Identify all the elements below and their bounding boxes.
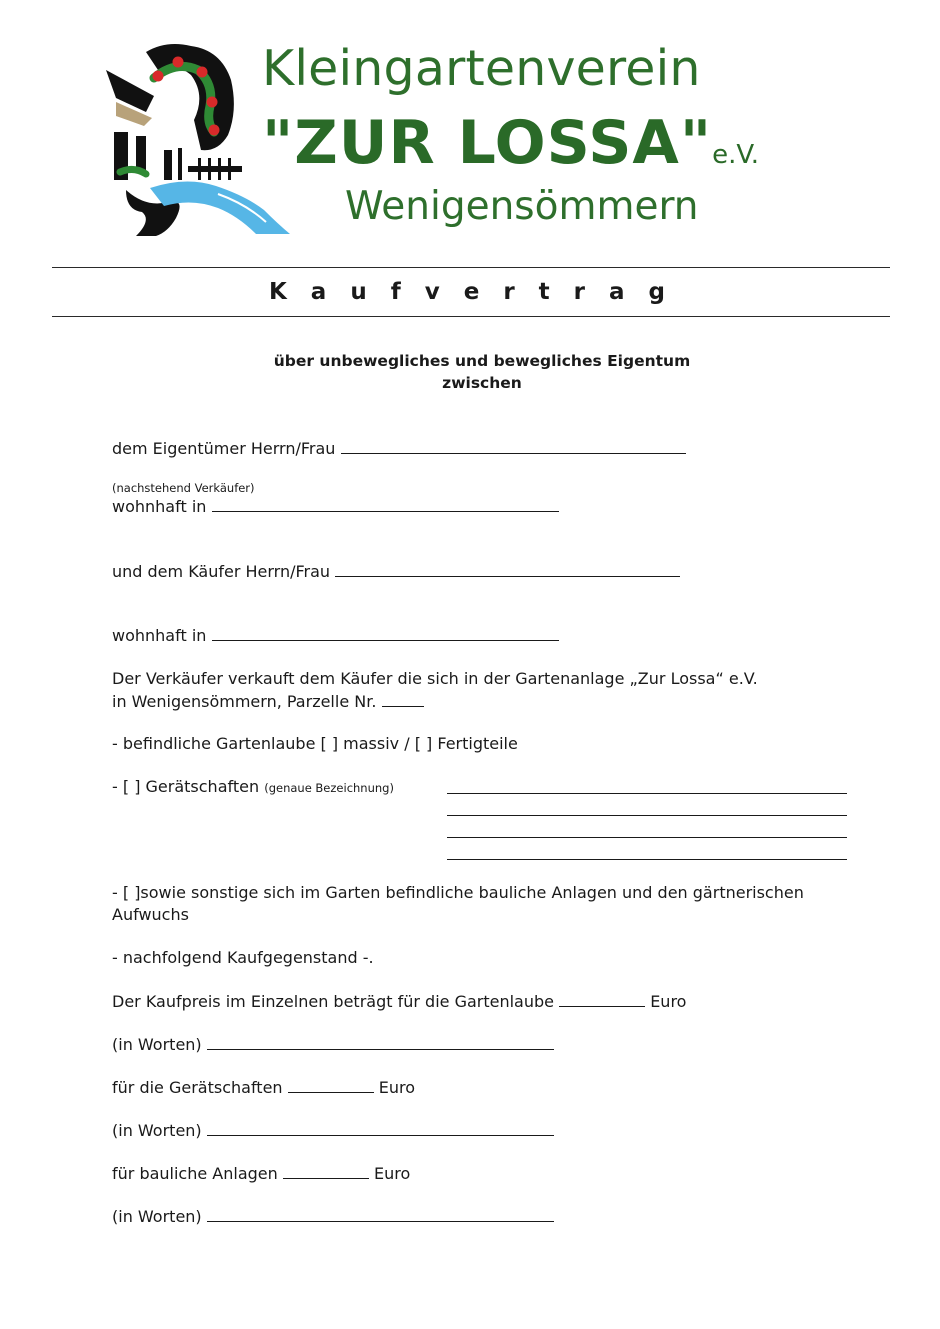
other-line-2: Aufwuchs [112,905,189,924]
title-rule-bottom [52,316,890,317]
buyer-residence-line [112,624,559,647]
buyer-residence-label: wohnhaft in [112,626,207,645]
in-words-label: (in Worten) [112,1035,202,1054]
in-words-line-1 [112,1033,554,1056]
in-words-field-1[interactable] [207,1033,554,1050]
seller-residence-line [112,495,559,518]
club-subname [262,108,760,178]
tools-field-2[interactable] [447,815,847,816]
subject-line: - nachfolgend Kaufgegenstand -. [112,948,374,967]
subtitle-line-1: über unbewegliches und bewegliches Eigentum [273,352,691,370]
subtitle-line-2: zwischen [442,374,522,392]
owner-label: dem Eigentümer Herrn/Frau [112,439,336,458]
owner-name-field[interactable] [341,437,686,454]
tools-note: (genaue Bezeichnung) [264,781,394,795]
owner-line [112,437,686,460]
seller-residence-label: wohnhaft in [112,497,207,516]
buyer-label: und dem Käufer Herrn/Frau [112,562,331,581]
seller-residence-field[interactable] [212,495,559,512]
in-words-line-3 [112,1205,554,1228]
price-tools-field[interactable] [288,1076,374,1093]
other-line-1: - [ ]sowie sonstige sich im Garten befindliche bauliche Anlagen und den gärtnerischen [112,883,804,902]
currency-label: Euro [373,1164,411,1183]
currency-label: Euro [378,1078,416,1097]
currency-label: Euro [650,992,687,1011]
in-words-field-2[interactable] [207,1119,554,1136]
sale-paragraph-line-2 [112,690,424,713]
buyer-residence-field[interactable] [212,624,559,641]
tools-label: - [ ] Gerätschaften [112,777,260,796]
tools-field-1[interactable] [447,793,847,794]
buyer-line [112,560,680,583]
in-words-line-2 [112,1119,554,1142]
price-arbor-label: Der Kaufpreis im Einzelnen beträgt für die Gartenlaube [112,992,554,1011]
price-tools-line [112,1076,415,1099]
price-buildings-label: für bauliche Anlagen [112,1164,278,1183]
sale-paragraph-line-1: Der Verkäufer verkauft dem Käufer die sich in der Gartenanlage „Zur Lossa“ e.V. [112,669,758,688]
in-words-label: (in Worten) [112,1121,202,1140]
document-title: K a u f v e r t r a g [268,279,674,305]
price-tools-label: für die Gerätschaften [112,1078,283,1097]
parcel-number-field[interactable] [382,690,424,707]
in-words-label: (in Worten) [112,1207,202,1226]
club-subname-text: "ZUR LOSSA" [262,108,713,178]
tools-field-4[interactable] [447,859,847,860]
club-name: Kleingartenverein [262,40,701,97]
club-suffix: e.V. [712,140,760,170]
title-rule-top [52,267,890,268]
parcel-label: in Wenigensömmern, Parzelle Nr. [112,692,377,711]
tools-line [112,776,394,799]
seller-note: (nachstehend Verkäufer) [112,481,255,495]
in-words-field-3[interactable] [207,1205,554,1222]
club-town: Wenigensömmern [345,184,699,229]
arbor-line: - befindliche Gartenlaube [ ] massiv / [ ] Fertigteile [112,734,518,753]
price-arbor-line [112,990,686,1013]
price-arbor-field[interactable] [559,990,645,1007]
tools-field-3[interactable] [447,837,847,838]
buyer-name-field[interactable] [335,560,680,577]
document-subtitle [52,350,912,394]
price-buildings-field[interactable] [283,1162,369,1179]
price-buildings-line [112,1162,410,1185]
